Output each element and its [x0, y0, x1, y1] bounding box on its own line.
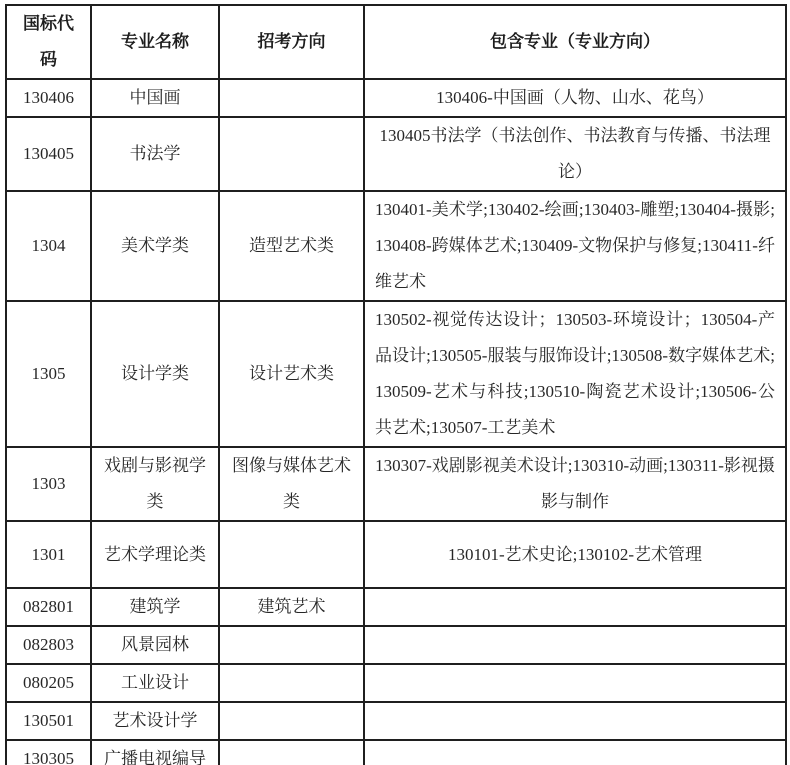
cell-major-name: 书法学 [91, 117, 219, 191]
table-row [6, 740, 786, 765]
cell-major-name: 中国画 [91, 79, 219, 117]
table-row [6, 191, 786, 301]
cell-national-code: 082803 [6, 626, 91, 664]
cell-national-code: 130405 [6, 117, 91, 191]
cell-included-majors [364, 626, 786, 664]
cell-national-code: 130305 [6, 740, 91, 765]
header-row [6, 5, 786, 79]
cell-major-name: 建筑学 [91, 588, 219, 626]
cell-included-majors: 130406-中国画（人物、山水、花鸟） [364, 79, 786, 117]
table-row [6, 626, 786, 664]
cell-included-majors [364, 588, 786, 626]
cell-exam-direction [219, 79, 364, 117]
cell-major-name: 广播电视编导 [91, 740, 219, 765]
cell-exam-direction: 设计艺术类 [219, 301, 364, 447]
table-row [6, 664, 786, 702]
cell-included-majors: 130101-艺术史论;130102-艺术管理 [364, 521, 786, 588]
cell-included-majors [364, 740, 786, 765]
cell-included-majors: 130307-戏剧影视美术设计;130310-动画;130311-影视摄影与制作 [364, 447, 786, 521]
table-row [6, 79, 786, 117]
col-header-exam-direction: 招考方向 [219, 5, 364, 79]
cell-national-code: 1303 [6, 447, 91, 521]
cell-national-code: 130501 [6, 702, 91, 740]
cell-exam-direction: 建筑艺术 [219, 588, 364, 626]
table-row [6, 301, 786, 447]
cell-major-name: 美术学类 [91, 191, 219, 301]
cell-major-name: 戏剧与影视学类 [91, 447, 219, 521]
table-row [6, 117, 786, 191]
cell-exam-direction: 图像与媒体艺术类 [219, 447, 364, 521]
cell-exam-direction [219, 521, 364, 588]
cell-included-majors [364, 702, 786, 740]
cell-major-name: 设计学类 [91, 301, 219, 447]
cell-national-code: 080205 [6, 664, 91, 702]
cell-major-name: 工业设计 [91, 664, 219, 702]
cell-exam-direction [219, 626, 364, 664]
cell-national-code: 1304 [6, 191, 91, 301]
cell-exam-direction [219, 117, 364, 191]
cell-exam-direction [219, 702, 364, 740]
cell-major-name: 艺术学理论类 [91, 521, 219, 588]
cell-included-majors: 130502-视觉传达设计；130503-环境设计；130504-产品设计;130505-服装与服饰设计;130508-数字媒体艺术;130509-艺术与科技;130510-陶瓷艺术设计;130506-公共艺术;130507-工艺美术 [364, 301, 786, 447]
table-row [6, 588, 786, 626]
table-row [6, 702, 786, 740]
majors-table [5, 4, 787, 765]
cell-national-code: 082801 [6, 588, 91, 626]
table-body [6, 79, 786, 765]
col-header-included-majors: 包含专业（专业方向） [364, 5, 786, 79]
cell-national-code: 1305 [6, 301, 91, 447]
col-header-major-name: 专业名称 [91, 5, 219, 79]
cell-exam-direction [219, 740, 364, 765]
table-row [6, 447, 786, 521]
cell-exam-direction: 造型艺术类 [219, 191, 364, 301]
cell-national-code: 1301 [6, 521, 91, 588]
table-row [6, 521, 786, 588]
cell-national-code: 130406 [6, 79, 91, 117]
col-header-national-code: 国标代码 [6, 5, 91, 79]
cell-included-majors: 130401-美术学;130402-绘画;130403-雕塑;130404-摄影;130408-跨媒体艺术;130409-文物保护与修复;130411-纤维艺术 [364, 191, 786, 301]
table-header [6, 5, 786, 79]
cell-included-majors: 130405书法学（书法创作、书法教育与传播、书法理论） [364, 117, 786, 191]
cell-major-name: 风景园林 [91, 626, 219, 664]
cell-exam-direction [219, 664, 364, 702]
cell-included-majors [364, 664, 786, 702]
cell-major-name: 艺术设计学 [91, 702, 219, 740]
